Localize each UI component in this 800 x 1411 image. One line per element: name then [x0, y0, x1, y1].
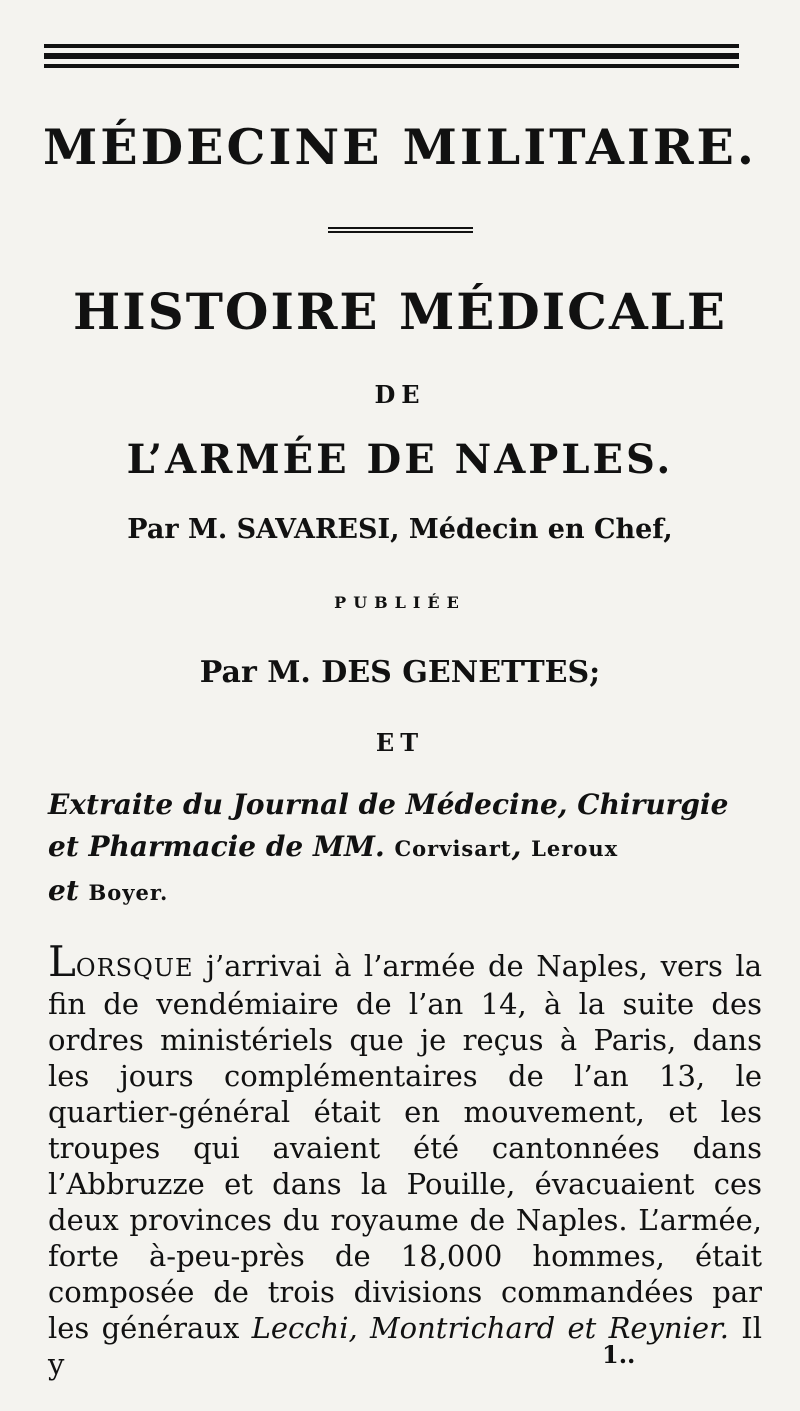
body-generals: Lecchi, Montrichard et Reynier. — [251, 1311, 729, 1345]
source-leroux: Leroux — [531, 836, 619, 861]
source-line-2-prefix: et Pharmacie de MM. — [48, 830, 385, 863]
body-paragraph — [48, 937, 762, 1382]
source-boyer: Boyer. — [88, 880, 169, 905]
army-title: L’ARMÉE DE NAPLES. — [126, 436, 674, 483]
drop-cap: L — [48, 937, 76, 986]
source-corvisart: Corvisart — [394, 836, 512, 861]
signature-mark: 1.. — [602, 1340, 636, 1369]
section-title: MÉDECINE MILITAIRE. — [43, 118, 757, 176]
source-line-1: Extraite du Journal de Médecine, Chirurgie — [48, 788, 729, 821]
et-label: ET — [375, 728, 425, 757]
lead-word-rest: ORSQUE — [75, 954, 194, 982]
source-note — [48, 784, 762, 914]
body-main-text: j’arrivai à l’armée de Naples, vers la fin de vendémiaire de l’an 14, à la suite des ordres ministériels que je reçus à Paris, dans les jours complémentaires de l’an 13, le quartier-général était en mouvement, et les troupes qui avaient été cantonnées dans l’Abbruzze et dans la Pouille, évacuaient ces deux provinces du royaume de Naples. L’armée, forte à-peu-près de 18,000 hommes, était composée de trois divisions commandées par les généraux — [48, 949, 762, 1345]
top-double-rule — [44, 44, 739, 68]
source-line-3 — [48, 870, 762, 914]
editor-par: Par — [199, 655, 257, 690]
source-comma: , — [511, 830, 522, 863]
main-title: HISTOIRE MÉDICALE — [72, 282, 728, 341]
author-line — [40, 514, 760, 545]
author-par: Par — [127, 514, 179, 545]
body-ending: Il y — [48, 1311, 762, 1381]
body-text — [48, 937, 762, 1382]
source-line-2 — [48, 826, 762, 870]
publiee-label: PUBLIÉE — [334, 593, 466, 612]
author-role: , Médecin en Chef, — [390, 514, 673, 545]
source-line-3-prefix: et — [48, 874, 79, 907]
title-divider — [328, 227, 473, 233]
editor-line — [40, 655, 760, 690]
title-de: DE — [374, 380, 426, 409]
author-name: M. SAVARESI — [188, 514, 391, 545]
editor-name: M. DES GENETTES; — [267, 655, 601, 690]
